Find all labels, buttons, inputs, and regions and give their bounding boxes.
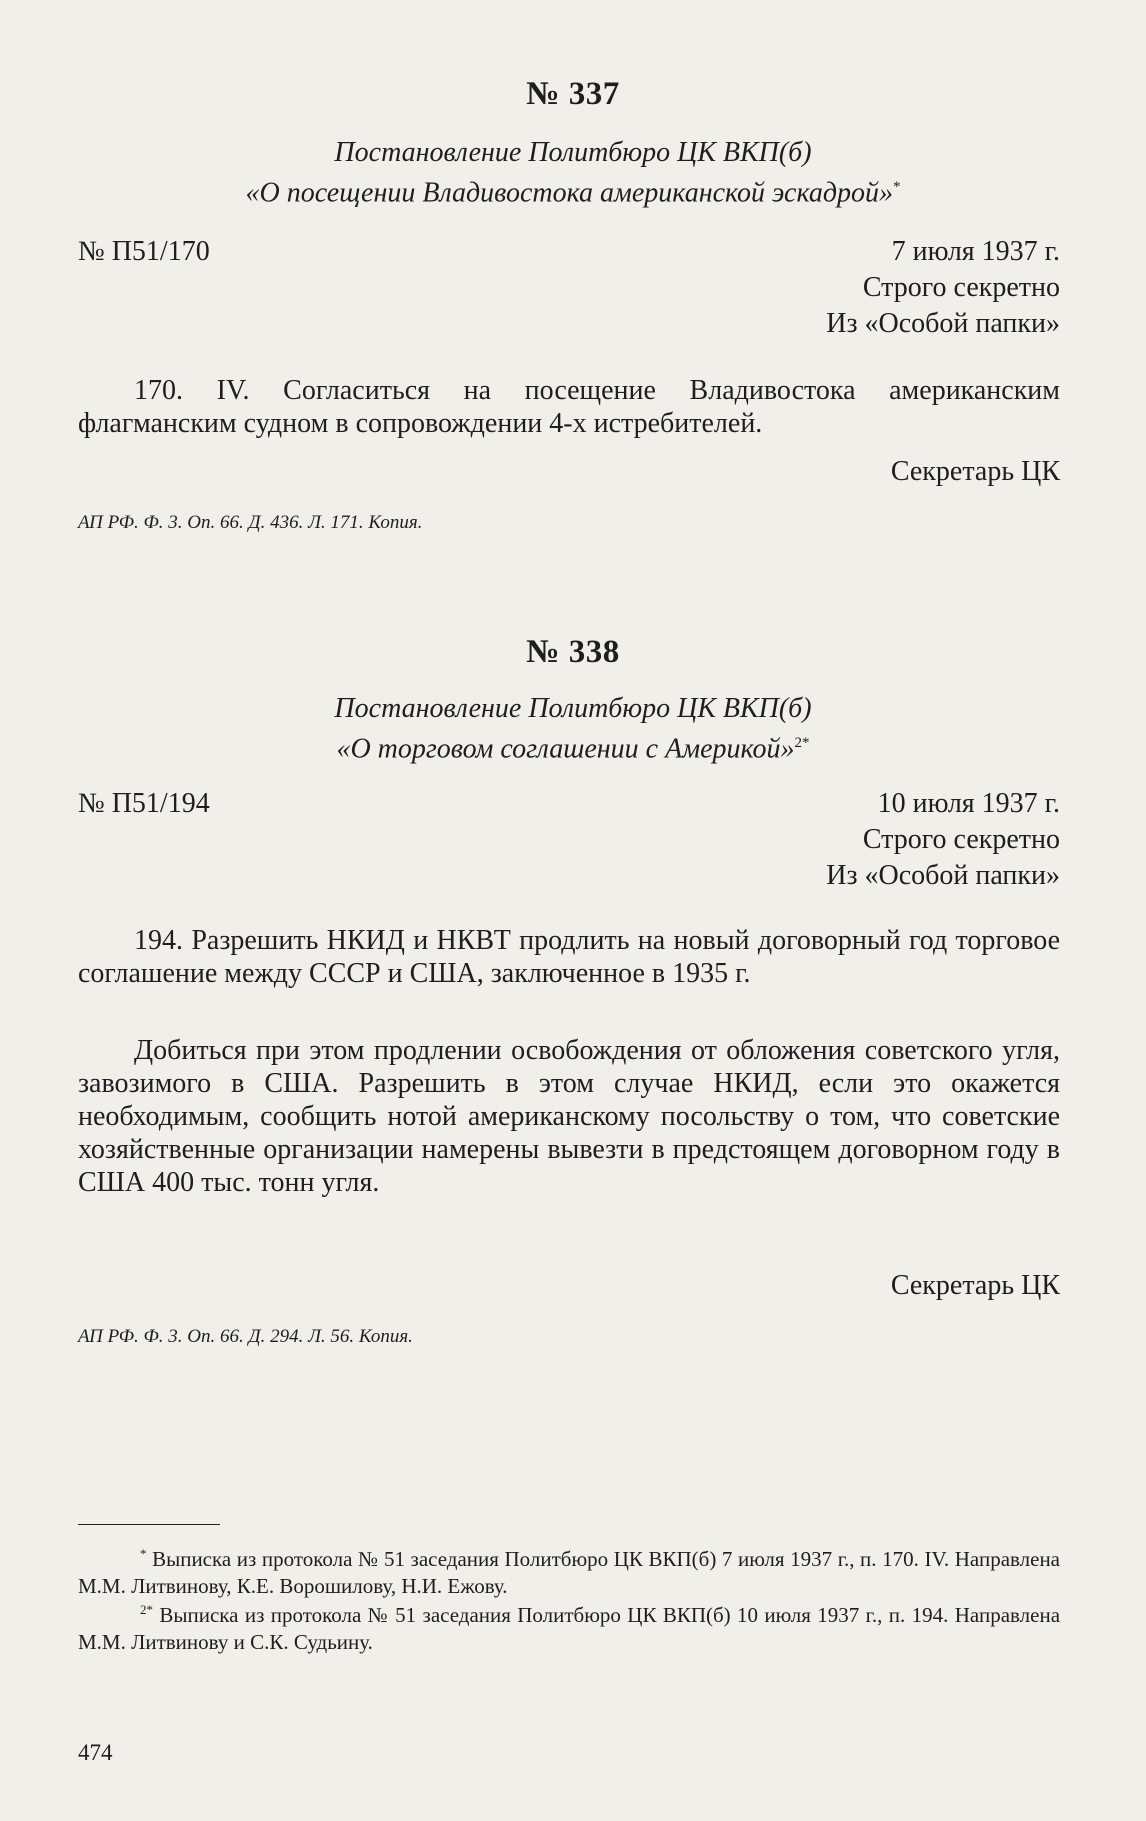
doc-338-title [0, 692, 1146, 766]
doc-338-date: 10 июля 1937 г. [877, 788, 1060, 819]
doc-338-number: № 338 [526, 634, 620, 670]
footnote-1: * Выписка из протокола № 51 заседания Политбюро ЦК ВКП(б) 7 июля 1937 г., п. 170. IV. Направлена М.М. Литвинову, К.Е. Ворошилову, Н.И. Ежову. [78, 1546, 1061, 1598]
footnote-mark: * [140, 1546, 147, 1561]
doc-337-secrecy: Строго секретно [862, 272, 1060, 303]
footnote-mark: 2* [140, 1602, 153, 1617]
doc-337-title-line2: «О посещении Владивостока американской эскадрой»* [245, 177, 901, 209]
doc-338-protocol: № П51/194 [78, 788, 210, 819]
doc-338-title-line1: Постановление Политбюро ЦК ВКП(б) [334, 693, 812, 724]
doc-337-title [0, 136, 1146, 210]
doc-338-secrecy: Строго секретно [862, 824, 1060, 855]
doc-337-title-line1: Постановление Политбюро ЦК ВКП(б) [334, 137, 812, 168]
doc-337-folder: Из «Особой папки» [826, 308, 1060, 339]
doc-337-protocol: № П51/170 [78, 236, 210, 267]
doc-338-text-2: Добиться при этом продлении освобождения от обложения советского угля, завозимого в США. Разрешить в этом случае НКИД, если это окажется необходимым, сообщить нотой американскому посольству о том, что советские хозяйственные организации намерены вывезти в предстоящем договорном году в США 400 тыс. тонн угля. [78, 1035, 1060, 1198]
doc-337-signature: Секретарь ЦК [890, 456, 1060, 487]
doc-338-text-1: 194. Разрешить НКИД и НКВТ продлить на новый договорный год торговое соглашение между СССР и США, заключенное в 1935 г. [78, 925, 1060, 989]
doc-338-folder: Из «Особой папки» [826, 860, 1060, 891]
doc-338-source: АП РФ. Ф. 3. Оп. 66. Д. 294. Л. 56. Копия. [78, 1326, 413, 1347]
doc-338-signature: Секретарь ЦК [890, 1270, 1060, 1301]
doc-338-title-line2: «О торговом соглашении с Америкой»$^{2*}$ [336, 733, 810, 765]
footnote-divider [78, 1524, 220, 1525]
page-number: 474 [78, 1740, 113, 1765]
doc-337-source: АП РФ. Ф. 3. Оп. 66. Д. 436. Л. 171. Копия. [78, 512, 423, 533]
footnote-ref: * [893, 179, 901, 195]
doc-337-date: 7 июля 1937 г. [891, 236, 1060, 267]
footnote-2: $^{2*}$ Выписка из протокола № 51 заседания Политбюро ЦК ВКП(б) 10 июля 1937 г., п. 194. Направлена М.М. Литвинову и С.К. Судьину. [78, 1602, 1061, 1654]
footnote-ref: 2* [794, 735, 810, 751]
doc-337-text: 170. IV. Согласиться на посещение Владивостока американским флагманским судном в сопровождении 4-х истребителей. [78, 375, 1060, 439]
doc-337-number: № 337 [526, 76, 620, 112]
